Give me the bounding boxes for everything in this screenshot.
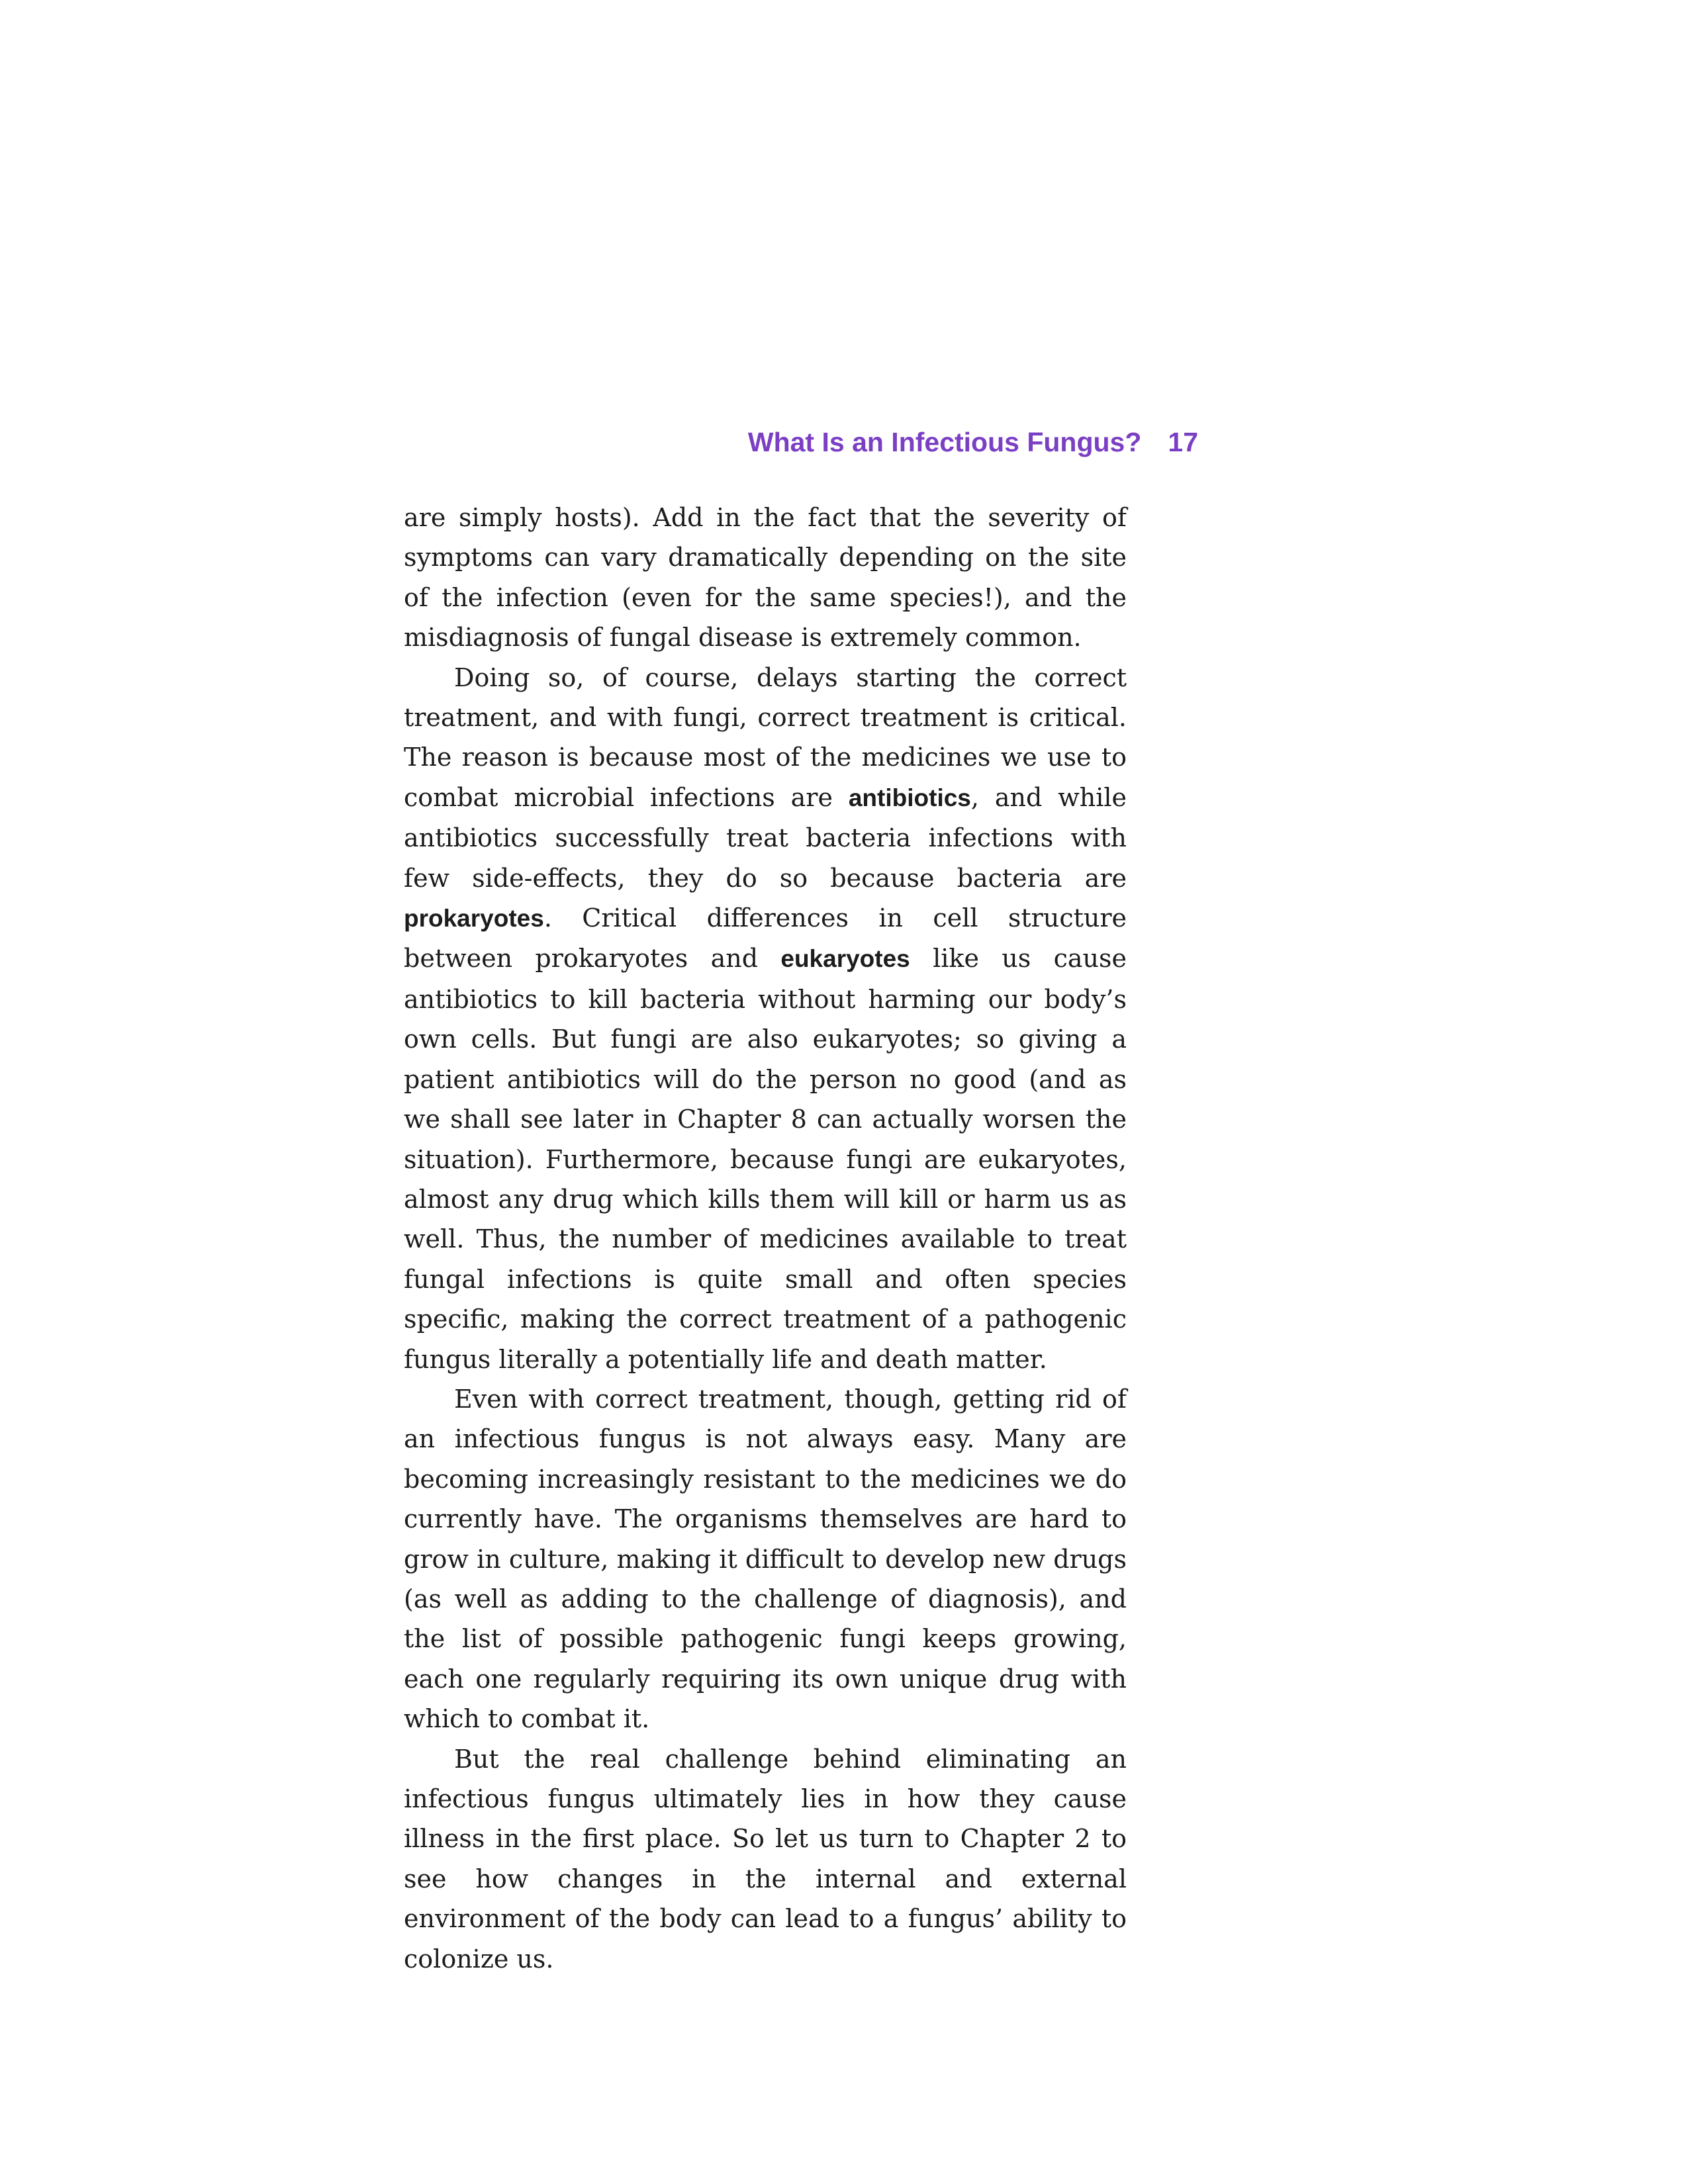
term-prokaryotes: prokaryotes xyxy=(404,905,544,933)
paragraph-2 xyxy=(404,658,1127,1379)
paragraph-2-text-2: , and while antibiotics successfully treat bacteria infections with few side-effects, they do so because bacteria are xyxy=(404,782,1127,893)
paragraph-1: are simply hosts). Add in the fact that the severity of symptoms can vary dramatically depending on the site of the infection (even for the same species!), and the misdiagnosis of fungal disease is extremely common. xyxy=(404,503,1127,653)
paragraph-2-text-3: . Critical differences in cell structure between prokaryotes and xyxy=(404,903,1127,974)
paragraph-2-text-4: like us cause antibiotics to kill bacteria without harming our body’s own cells. But fungi are also eukaryotes; so giving a patient antibiotics will do the person no good (and as we shall see later in Chapter 8 can actually worsen the situation). Furthermore, because fungi are eukaryotes, almost any drug which kills them will kill or harm us as well. Thus, the number of medicines available to treat fungal infections is quite small and often species specific, making the correct treatment of a pathogenic fungus literally a potentially life and death matter. xyxy=(404,944,1127,1374)
running-header xyxy=(404,416,1198,469)
page-number: 17 xyxy=(1168,427,1198,457)
paragraph-3: Even with correct treatment, though, getting rid of an infectious fungus is not always easy. Many are becoming increasingly resistant to the medicines we do currently have. The organisms themselves are hard to grow in culture, making it difficult to develop new drugs (as well as adding to the challenge of diagnosis), and the list of possible pathogenic fungi keeps growing, each one regularly requiring its own unique drug with which to combat it. xyxy=(404,1384,1127,1734)
paragraph-2-text-1: Doing so, of course, delays starting the correct treatment, and with fungi, correct treatment is critical. The reason is because most of the medicines we use to combat microbial infections are xyxy=(404,662,1127,812)
running-title: What Is an Infectious Fungus? xyxy=(747,427,1142,457)
paragraph-4: But the real challenge behind eliminating an infectious fungus ultimately lies in how they cause illness in the first place. So let us turn to Chapter 2 to see how changes in the internal and external environment of the body can lead to a fungus’ ability to colonize us. xyxy=(404,1744,1127,1974)
body-text xyxy=(404,498,1127,1979)
term-eukaryotes: eukaryotes xyxy=(780,945,910,973)
term-antibiotics: antibiotics xyxy=(848,784,971,811)
